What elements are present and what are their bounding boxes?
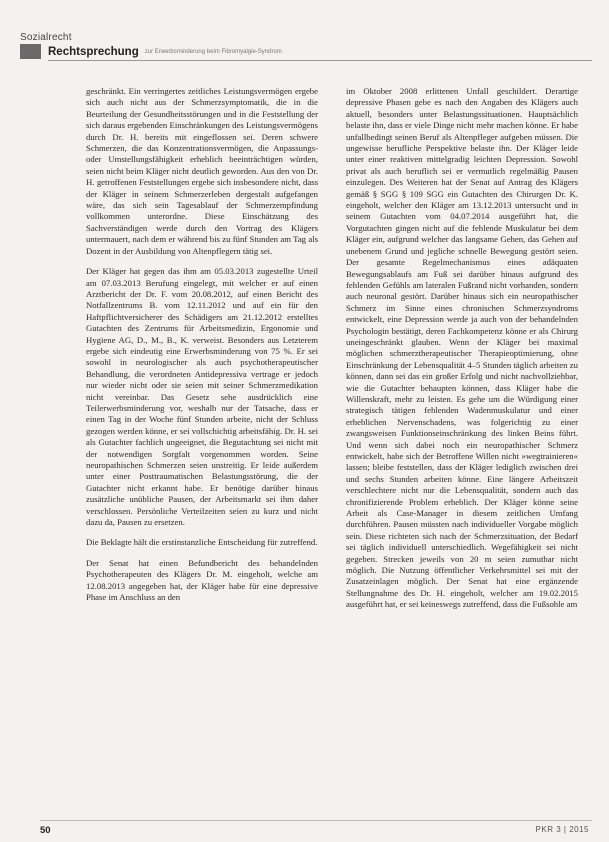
left-column xyxy=(86,86,318,810)
paragraph: Der Kläger hat gegen das ihm am 05.03.2013 zugestellte Urteil am 07.03.2013 Berufung eingelegt, mit welcher er auf einen Arztbericht der Dr. F. vom 20.08.2012, auf einen Bericht des Notfallzentrums B. vom 12.11.2012 und auf ein für den Haftpflichtversicherer des Schädigers am 21.12.2012 erstelltes Gutachten des Zentrums für Arbeitsmedizin, Ergonomie und Hygiene AG, D., M., B., K. verweist. Besonders aus Letzterem ergebe sich eindeutig eine Erwerbsminderung von 75 %. Er sei sowohl in neurologischer als auch psychotherapeutischer Behandlung, die verordneten Antidepressiva vertrage er jedoch nur wieder nicht oder sie seien mit seiner Schmerzmedikation nicht vereinbar. Das Gesetz sehe ausdrücklich eine Teilerwerbsminderung vor, weshalb nur der Tatsache, dass er einen Tag in der Woche fünf Stunden arbeite, nicht der Schluss gezogen werden könne, er sei vollschichtig arbeitsfähig. Dr. H. sei als Gutachter fachlich ungeeignet, die Begutachtung sei nicht mit der notwendigen Sorgfalt vorgenommen worden. Seine neuropathischen Schmerzen seien unstreitig. Er leide außerdem unter einer Posttraumatischen Belastungsstörung, die der Gutachter nicht erkannt habe. Er benötige darüber hinaus zusätzliche unübliche Pausen, der Arbeitsmarkt sei ihm daher verschlossen. Persönliche Verteilzeiten seien zu kurz und nicht dazu da, Pausen zu ersetzen. xyxy=(86,266,318,528)
page-number: 50 xyxy=(40,825,51,836)
header-subtitle: zur Erwerbsminderung beim Fibromyalgie-Syndrom xyxy=(144,48,282,55)
right-column xyxy=(346,86,578,810)
footer-rule xyxy=(40,820,592,821)
paragraph: Der Senat hat einen Befundbericht des behandelnden Psychotherapeuten des Klägers Dr. M. eingeholt, welche am 12.08.2013 angegeben hat, der Kläger habe für eine depressive Phase im Anschluss an den xyxy=(86,557,318,603)
journal-issue: PKR 3 | 2015 xyxy=(535,825,589,834)
article-body xyxy=(86,86,578,810)
section-label: Sozialrecht xyxy=(20,32,72,43)
header-title: Rechtsprechung xyxy=(48,45,139,58)
paragraph: Die Beklagte hält die erstinstanzliche Entscheidung für zutreffend. xyxy=(86,537,318,548)
header-marker xyxy=(20,44,41,59)
paragraph: im Oktober 2008 erlittenen Unfall geschildert. Derartige depressive Phasen gebe es nach den Angaben des Klägers auch aktuell, besonders unter Belastungssituationen. Hauptsächlich belaste ihn, dass er viele Dinge nicht mehr machen könne. Er habe unfallbedingt seinen Beruf als Altenpfleger aufgeben müssen. Die ungewisse berufliche Perspektive belaste ihn. Der Kläger leide unter einer reaktiven mittelgradig leichten Depression. Sowohl privat als auch beruflich sei er vermutlich regelmäßig Pausen einzulegen. Des Weiteren hat der Senat auf Antrag des Klägers gemäß § SGG § 109 SGG ein Gutachten des Chirurgen Dr. K. eingeholt, welcher den Kläger am 13.12.2013 untersucht und in seinem Gutachten vom 04.07.2014 ausgeführt hat, die Vorgutachten gingen nicht auf die fehlende Muskulatur bei dem Kläger ein, aufgrund welcher das langsame Gehen, das Gehen auf unebenem Grund und jegliche schnelle Bewegung gestört seien. Der gesamte Regelmechanismus eines adäquaten Bewegungsablaufs am Fuß sei darüber hinaus aufgrund des fehlenden Gefühls am lateralen Fußrand nicht vorhanden, sondern auch neuronal gestört. Darüber hinaus sich ein neuropathischer Schmerz im Sinne eines chronischen Schmerzsyndroms entwickelt, eine Depression werde ja auch von der behandelnden Psychologin bestätigt, deren Fachkompetenz könne er als Chirurg uneingeschränkt glauben. Wenn der Kläger bei maximal möglichen schmerztherapeutischer Therapieoptimierung, ohne Einschränkung der Lebensqualität 4–5 Stunden täglich arbeiten zu können, dann sei das ein großer Erfolg und nicht nachvollziehbar, wie die Gutachter behaupten können, dass Kläger habe die Willenskraft, mehr zu leisten. Es gehe um die Würdigung einer strategisch tätigen fehlenden Wadenmuskulatur und einer erheblichen Nervenschadens, was folgerichtig zu einer zwangsweisen Funktionseinschränkung des linken Beins führt. Und wenn sich dabei noch ein neuropathischer Schmerz entwickelt, habe sich der Betroffene Willen nicht »wegtrainieren« lassen; bleibe feststellen, dass der Kläger lediglich zwischen drei und sechs Stunden arbeiten könne. Eine längere Arbeitszeit verschlechtere nicht nur die Lebensqualität, sondern auch das chronifizierende Problem erheblich. Der Kläger könne seine Arbeit als Case-Manager in diesem zeitlichen Umfang durchführen. Pausen müssten nach individueller Vorgabe möglich sein. Diese richteten sich nach der Schmerzsituation, der Bedarf sei täglich individuell unterschiedlich. Wegefähigkeit sei nicht gegeben. Strecken jeweils von 20 m seien zumutbar nicht möglich. Die Nutzung öffentlicher Verkehrsmittel sei mit der Zusatzeinlagen möglich. Der Senat hat eine ergänzende Stellungnahme des Dr. H. eingeholt, welcher am 19.02.2015 ausgeführt hat, er sei keineswegs zutreffend, dass die Fußsohle am xyxy=(346,86,578,610)
header-rule xyxy=(48,60,592,61)
running-header xyxy=(20,44,592,59)
paragraph: geschränkt. Ein verringertes zeitliches Leistungsvermögen ergebe sich auch nicht aus der Schmerzsymptomatik, die in die Beurteilung der Gesundheitsstörungen und in die Feststellung der sich daraus ergebenden Einschränkungen des Leistungsvermögens durch Dr. H. bereits mit eingeflossen sei. Deren schwere Schmerzen, die das Konzentrationsvermögen, die Anpassungs- oder Umstellungsfähigkeit erheblich beeinträchtigen würden, seien nicht beim Kläger nicht deutlich geworden. Aus den von Dr. H. getroffenen Feststellungen ergebe sich insbesondere nicht, dass der Kläger in seinem Schmerzerleben dergestalt aufgefangen wäre, das sich sein Tagesablauf der Schmerzempfindung vollkommen unterordne. Diese Einschätzung des Sachverständigen werde durch den Vortrag des Klägers untermauert, nach dem er während bis zu fünf Stunden am Tag als Dozent in der Ausbildung von Altenpflegern tätig sei. xyxy=(86,86,318,256)
